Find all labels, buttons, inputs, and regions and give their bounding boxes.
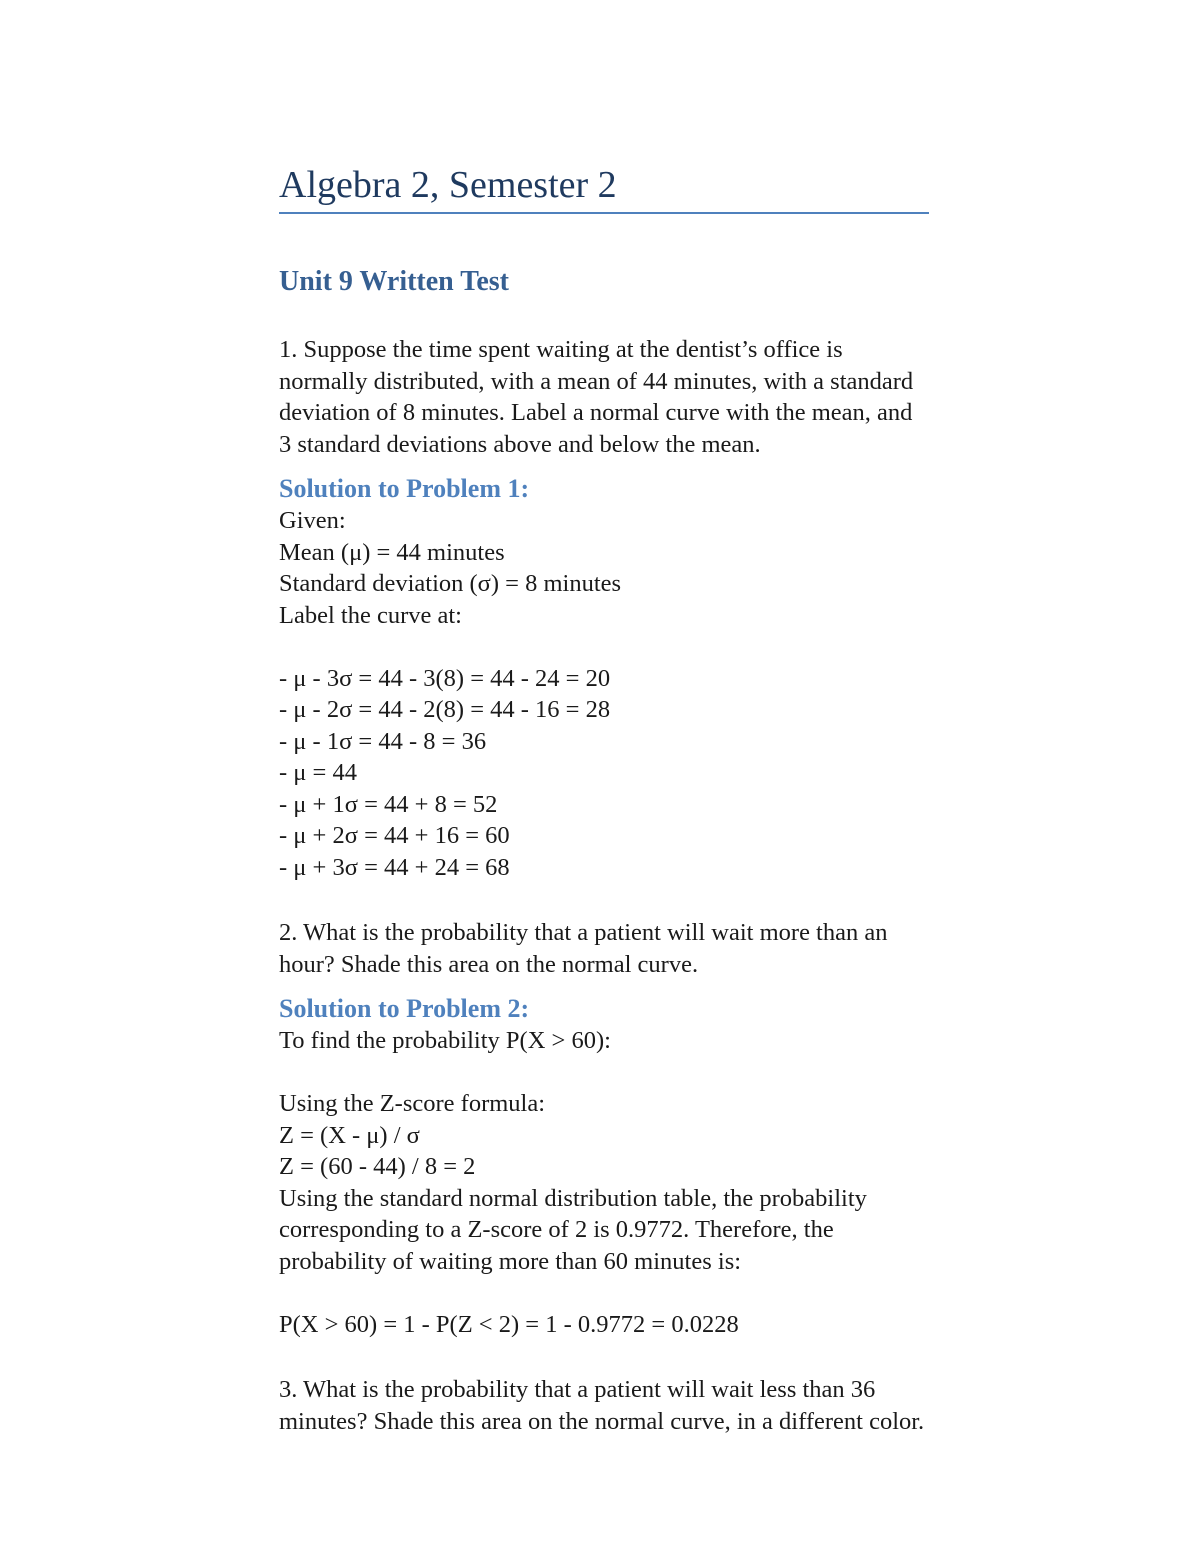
z-score-computation: Z = (60 - 44) / 8 = 2 [279, 1153, 476, 1180]
problem-2-question: 2. What is the probability that a patient will wait more than an hour? Shade this area on the normal curve. [279, 919, 888, 978]
z-score-formula-label: Using the Z-score formula: [279, 1090, 546, 1117]
spacer [279, 1057, 929, 1089]
unit-heading: Unit 9 Written Test [279, 266, 509, 297]
curve-label-item: - μ - 1σ = 44 - 8 = 36 [279, 727, 487, 755]
document-page [279, 160, 929, 1437]
probability-result: P(X > 60) = 1 - P(Z < 2) = 1 - 0.9772 = 0.0228 [279, 1310, 739, 1338]
document-title: Algebra 2, Semester 2 [279, 160, 929, 214]
mean-line: Mean (μ) = 44 minutes [279, 538, 505, 566]
standard-deviation-line: Standard deviation (σ) = 8 minutes [279, 570, 622, 597]
curve-label-item: - μ - 3σ = 44 - 3(8) = 44 - 24 = 20 [279, 664, 611, 692]
label-curve-line: Label the curve at: [279, 601, 462, 629]
curve-label-item: - μ + 1σ = 44 + 8 = 52 [279, 790, 498, 818]
z-score-formula: Z = (X - μ) / σ [279, 1121, 420, 1149]
probability-explanation: Using the standard normal distribution table, the probability corresponding to a Z-score of 2 is 0.9772. Therefore, the probability of waiting more than 60 minutes is: [279, 1184, 867, 1275]
spacer [279, 631, 929, 663]
curve-label-item: - μ = 44 [279, 759, 357, 786]
curve-label-item: - μ + 2σ = 44 + 16 = 60 [279, 822, 510, 849]
curve-labels-list [279, 663, 929, 884]
spacer [279, 1277, 929, 1309]
problem-1-solution-heading: Solution to Problem 1: [279, 474, 530, 503]
problem-2-intro: To find the probability P(X > 60): [279, 1027, 611, 1054]
given-label: Given: [279, 507, 346, 534]
problem-3-question: 3. What is the probability that a patient will wait less than 36 minutes? Shade this area on the normal curve, in a different color. [279, 1376, 925, 1435]
problem-2-solution-heading: Solution to Problem 2: [279, 994, 530, 1023]
curve-label-item: - μ + 3σ = 44 + 24 = 68 [279, 853, 510, 881]
curve-label-item: - μ - 2σ = 44 - 2(8) = 44 - 16 = 28 [279, 696, 611, 723]
problem-1-question: 1. Suppose the time spent waiting at the dentist’s office is normally distributed, with a mean of 44 minutes, with a standard deviation of 8 minutes. Label a normal curve with the mean, and 3 standard deviations above and below the mean. [279, 336, 914, 458]
